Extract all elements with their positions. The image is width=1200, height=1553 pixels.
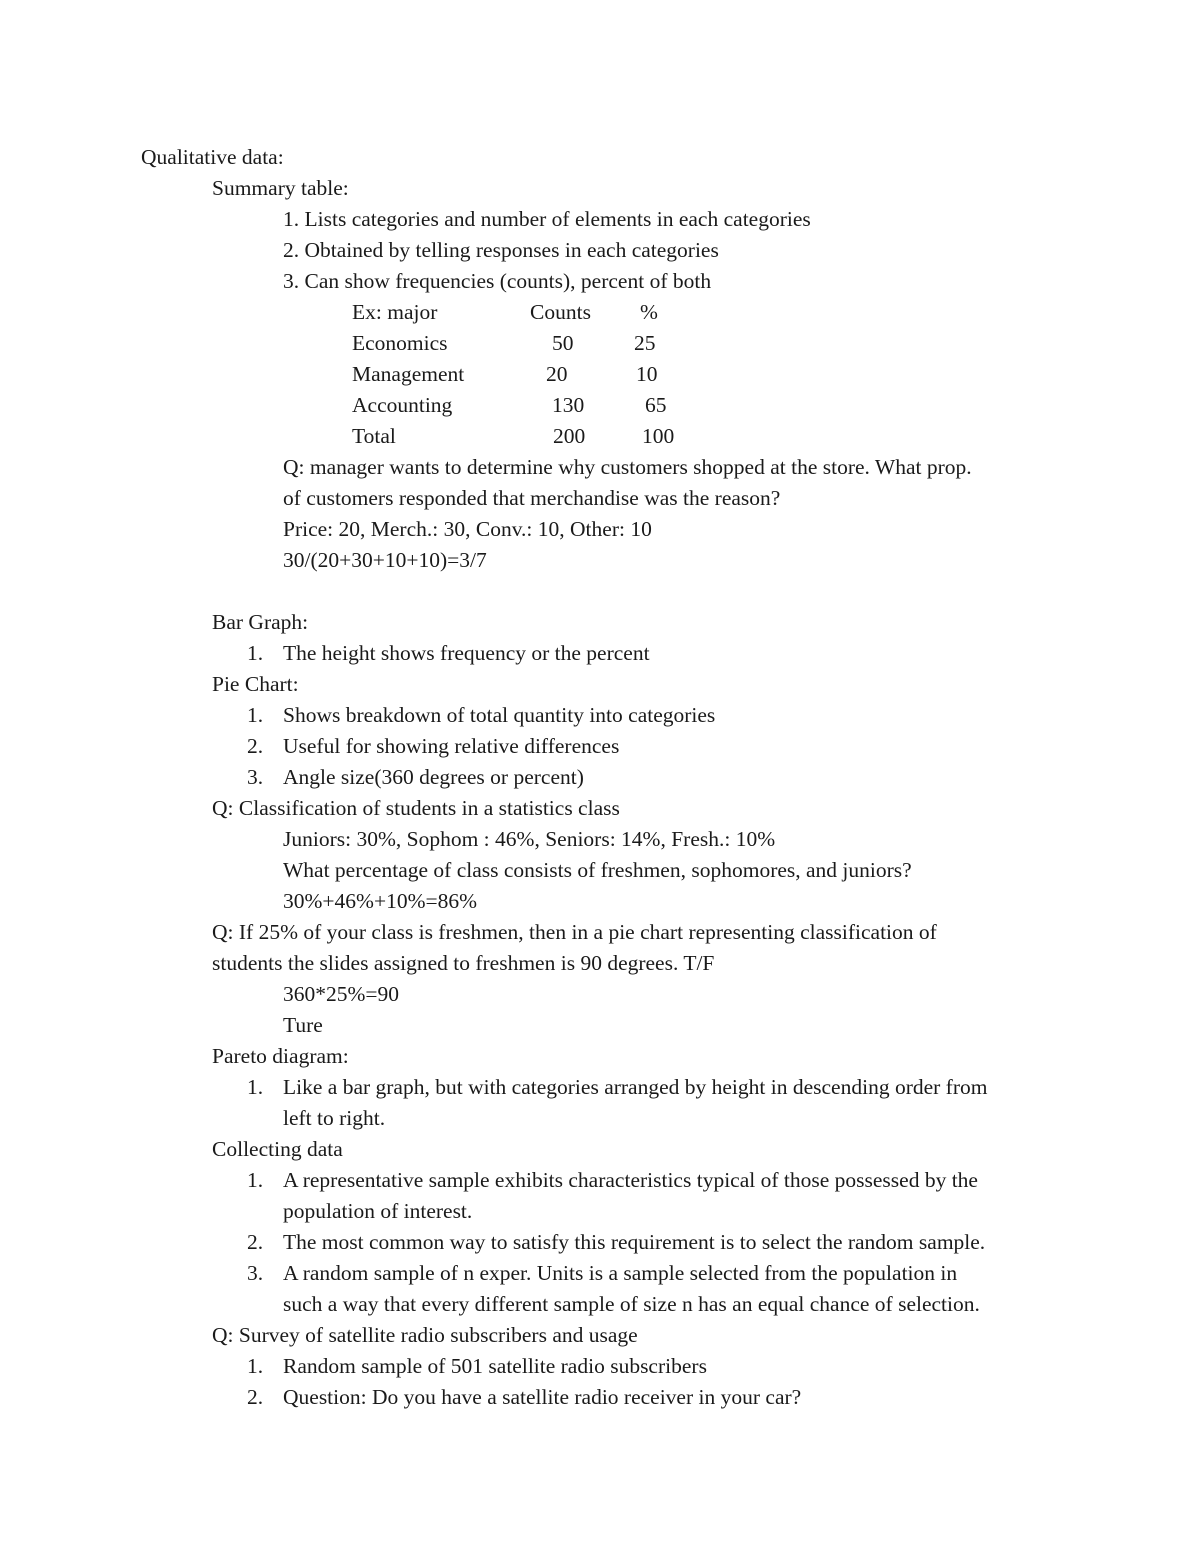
list-item: population of interest. [283,1199,473,1223]
list-item: Useful for showing relative differences [283,734,620,758]
question-line: What percentage of class consists of freshmen, sophomores, and juniors? [283,858,912,882]
answer-line: Ture [283,1013,323,1037]
list-item: such a way that every different sample of size n has an equal chance of selection. [283,1292,980,1316]
question-line: Price: 20, Merch.: 30, Conv.: 10, Other: 10 [283,517,652,541]
list-number: 1. [247,1075,264,1099]
question-line: Q: If 25% of your class is freshmen, then in a pie chart representing classification of [212,920,937,944]
table-cell: 65 [645,393,667,417]
subheading-pie-chart: Pie Chart: [212,672,299,696]
table-cell: Management [352,362,465,386]
list-item: The height shows frequency or the percent [283,641,650,665]
subheading-summary-table: Summary table: [212,176,349,200]
list-number: 3. [247,765,264,789]
question-line: students the slides assigned to freshmen is 90 degrees. T/F [212,951,715,975]
table-cell: Accounting [352,393,453,417]
subheading-pareto: Pareto diagram: [212,1044,349,1068]
table-cell: 130 [552,393,585,417]
question-line: Q: Survey of satellite radio subscribers and usage [212,1323,638,1347]
table-cell: 50 [552,331,574,355]
list-item: Angle size(360 degrees or percent) [283,765,584,789]
list-item: A random sample of n exper. Units is a sample selected from the population in [283,1261,958,1285]
list-item: A representative sample exhibits characteristics typical of those possessed by the [283,1168,978,1192]
subheading-bar-graph: Bar Graph: [212,610,309,634]
list-item: 2. Obtained by telling responses in each categories [283,238,719,262]
table-cell: 10 [636,362,658,386]
table-header-counts: Counts [530,300,591,324]
list-number: 2. [247,734,264,758]
table-header-major: Ex: major [352,300,438,324]
list-item: Question: Do you have a satellite radio receiver in your car? [283,1385,802,1409]
table-header-percent: % [640,300,658,324]
list-item: Like a bar graph, but with categories arranged by height in descending order from [283,1075,988,1099]
question-line: Q: manager wants to determine why customers shopped at the store. What prop. [283,455,972,479]
question-line: 30/(20+30+10+10)=3/7 [283,548,487,572]
list-item: left to right. [283,1106,386,1130]
table-cell: 25 [634,331,656,355]
list-number: 2. [247,1385,264,1409]
list-number: 1. [247,641,264,665]
table-cell: 100 [642,424,675,448]
question-line: Q: Classification of students in a statistics class [212,796,620,820]
question-line: of customers responded that merchandise was the reason? [283,486,781,510]
question-line: Juniors: 30%, Sophom : 46%, Seniors: 14%, Fresh.: 10% [283,827,776,851]
table-cell: Total [352,424,396,448]
list-item: Shows breakdown of total quantity into categories [283,703,716,727]
list-number: 2. [247,1230,264,1254]
subheading-collecting-data: Collecting data [212,1137,343,1161]
list-number: 1. [247,1354,264,1378]
list-item: Random sample of 501 satellite radio subscribers [283,1354,707,1378]
list-number: 1. [247,1168,264,1192]
table-cell: 200 [553,424,586,448]
table-cell: Economics [352,331,448,355]
table-cell: 20 [546,362,568,386]
list-item: 3. Can show frequencies (counts), percent of both [283,269,712,293]
list-item: The most common way to satisfy this requirement is to select the random sample. [283,1230,986,1254]
list-number: 3. [247,1261,264,1285]
answer-line: 30%+46%+10%=86% [283,889,478,913]
list-number: 1. [247,703,264,727]
list-item: 1. Lists categories and number of elements in each categories [283,207,811,231]
section-heading-qualitative: Qualitative data: [141,145,284,169]
answer-line: 360*25%=90 [283,982,400,1006]
